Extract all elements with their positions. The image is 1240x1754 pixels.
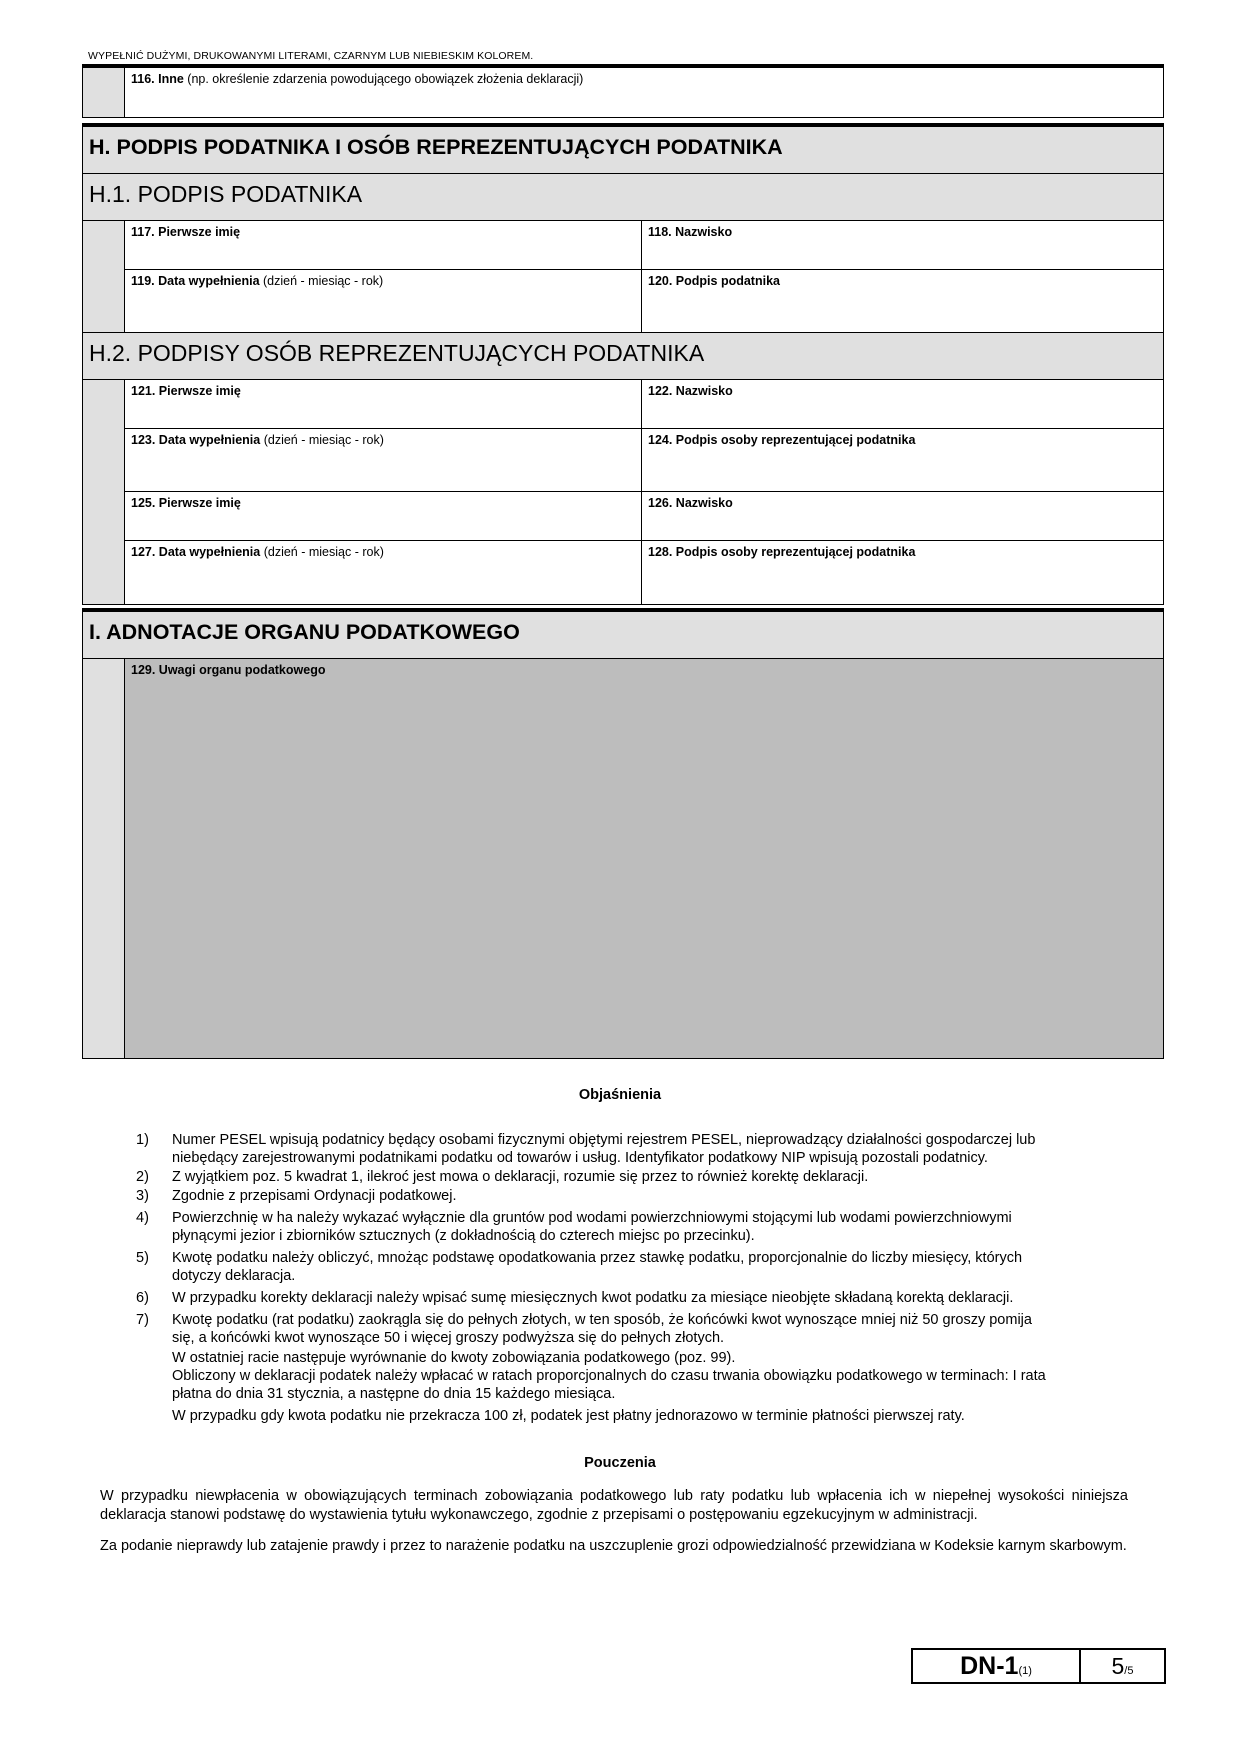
instructions-heading: Pouczenia <box>584 1455 656 1471</box>
field-127-hint: (dzień - miesiąc - rok) <box>260 545 384 559</box>
note-number: 4) <box>136 1210 149 1226</box>
field-126-surname[interactable] <box>641 491 1164 541</box>
note-text: Zgodnie z przepisami Ordynacji podatkowej. <box>172 1188 457 1204</box>
left-gray-margin <box>82 220 125 333</box>
field-119-label: 119. Data wypełnienia <box>131 274 260 288</box>
left-gray-margin <box>82 67 125 118</box>
note-text: Numer PESEL wpisują podatnicy będący osobami fizycznymi objętymi rejestrem PESEL, nieprowadzący działalności gospodarczej lub niebędący zarejestrowanymi podatnikami podatku od towarów i usług. Identyfikator podatkowy NIP wpisują pozostali podatnicy. <box>172 1132 1036 1166</box>
field-123-date[interactable] <box>124 428 642 492</box>
note-7-extra-1 <box>0 1349 1240 1367</box>
note-2 <box>0 1168 1240 1186</box>
section-h2-title: H.2. PODPISY OSÓB REPREZENTUJĄCYCH PODATNIKA <box>82 332 1164 380</box>
section-i-title: I. ADNOTACJE ORGANU PODATKOWEGO <box>82 611 1164 659</box>
field-125-label: 125. Pierwsze imię <box>131 496 241 510</box>
note-number: 7) <box>136 1312 149 1328</box>
note-number: 5) <box>136 1250 149 1266</box>
field-123-hint: (dzień - miesiąc - rok) <box>260 433 384 447</box>
field-118-label: 118. Nazwisko <box>648 225 733 239</box>
form-code <box>913 1650 1081 1682</box>
note-number: 3) <box>136 1188 149 1204</box>
instruction-paragraph-1: W przypadku niewpłacenia w obowiązujących terminach zobowiązania podatkowego lub raty podatku lub wpłacenia ich w niepełnej wysokości niniejsza deklaracja stanowi podstawę do wystawienia tytułu wykonawczego, zgodnie z przepisami o postępowaniu egzekucyjnym w administracji. <box>100 1488 1128 1523</box>
form-code-text: DN-1 <box>960 1652 1019 1680</box>
field-119-hint: (dzień - miesiąc - rok) <box>259 274 384 288</box>
note-number: 6) <box>136 1290 149 1306</box>
note-text: W przypadku korekty deklaracji należy wpisać sumę miesięcznych kwot podatku za miesiące nieobjęte składaną korektą deklaracji. <box>172 1290 1014 1306</box>
field-121-label: 121. Pierwsze imię <box>131 384 241 398</box>
explanations-heading: Objaśnienia <box>578 1087 662 1103</box>
field-128-label: 128. Podpis osoby reprezentującej podatnika <box>648 545 916 559</box>
field-118-surname[interactable] <box>641 220 1164 270</box>
field-116-label: 116. Inne <box>131 72 184 86</box>
field-127-date[interactable] <box>124 540 642 605</box>
note-text: Z wyjątkiem poz. 5 kwadrat 1, ilekroć jest mowa o deklaracji, rozumie się przez to również korektę deklaracji. <box>172 1169 869 1185</box>
note-5 <box>0 1249 1240 1285</box>
field-125-first-name[interactable] <box>124 491 642 541</box>
field-122-label: 122. Nazwisko <box>648 384 733 398</box>
left-gray-margin <box>82 658 125 1059</box>
field-117-first-name[interactable] <box>124 220 642 270</box>
section-h-title: H. PODPIS PODATNIKA I OSÓB REPREZENTUJĄCYCH PODATNIKA <box>82 126 1164 174</box>
fill-instruction: WYPEŁNIĆ DUŻYMI, DRUKOWANYMI LITERAMI, CZARNYM LUB NIEBIESKIM KOLOREM. <box>88 50 534 62</box>
note-1 <box>0 1131 1240 1167</box>
field-123-label: 123. Data wypełnienia <box>131 433 261 447</box>
note-7 <box>0 1311 1240 1347</box>
note-3 <box>0 1187 1240 1205</box>
field-126-label: 126. Nazwisko <box>648 496 733 510</box>
note-text: W przypadku gdy kwota podatku nie przekracza 100 zł, podatek jest płatny jednorazowo w terminie płatności pierwszej raty. <box>172 1408 965 1424</box>
left-gray-margin <box>82 379 125 605</box>
field-129-label: 129. Uwagi organu podatkowego <box>131 663 326 677</box>
page-total: /5 <box>1124 1665 1134 1677</box>
note-text: Obliczony w deklaracji podatek należy wpłacać w ratach proporcjonalnych do czasu trwania obowiązku podatkowego w terminach: I rata płatna do dnia 31 stycznia, a następne do dnia 15 każdego miesiąca. <box>172 1368 1046 1402</box>
field-120-signature[interactable] <box>641 269 1164 333</box>
note-4 <box>0 1209 1240 1245</box>
form-code-version: (1) <box>1018 1665 1032 1677</box>
field-127-label: 127. Data wypełnienia <box>131 545 261 559</box>
field-121-first-name[interactable] <box>124 379 642 429</box>
note-text: Kwotę podatku (rat podatku) zaokrągla się do pełnych złotych, w ten sposób, że końcówki kwot wynoszące mniej niż 50 groszy pomija się, a końcówki kwot wynoszące 50 i więcej groszy podwyższa się do pełnych złotych. <box>172 1312 1032 1346</box>
field-122-surname[interactable] <box>641 379 1164 429</box>
page-number <box>1081 1650 1164 1682</box>
field-116-other[interactable] <box>124 67 1164 118</box>
note-6 <box>0 1289 1240 1307</box>
field-124-label: 124. Podpis osoby reprezentującej podatnika <box>648 433 916 447</box>
instruction-paragraph-2: Za podanie nieprawdy lub zatajenie prawdy i przez to narażenie podatku na uszczuplenie grozi odpowiedzialność przewidziana w Kodeksie karnym skarbowym. <box>100 1538 1127 1554</box>
note-number: 2) <box>136 1169 149 1185</box>
note-text: W ostatniej racie następuje wyrównanie do kwoty zobowiązania podatkowego (poz. 99). <box>172 1350 736 1366</box>
form-footer <box>911 1648 1166 1684</box>
note-number: 1) <box>136 1132 149 1148</box>
note-7-extra-3 <box>0 1407 1240 1425</box>
field-124-representative-signature[interactable] <box>641 428 1164 492</box>
note-text: Kwotę podatku należy obliczyć, mnożąc podstawę opodatkowania przez stawkę podatku, proporcjonalnie do liczby miesięcy, których dotyczy deklaracja. <box>172 1250 1023 1284</box>
note-7-extra-2 <box>0 1367 1240 1403</box>
field-116-hint: (np. określenie zdarzenia powodującego obowiązek złożenia deklaracji) <box>183 72 584 86</box>
note-text: Powierzchnię w ha należy wykazać wyłącznie dla gruntów pod wodami powierzchniowymi stojącymi lub wodami powierzchniowymi płynącymi jezior i zbiorników sztucznych (z dokładnością do czterech miejsc po przecinku). <box>172 1210 1012 1244</box>
field-117-label: 117. Pierwsze imię <box>131 225 241 239</box>
field-120-label: 120. Podpis podatnika <box>648 274 780 288</box>
field-128-representative-signature[interactable] <box>641 540 1164 605</box>
section-h1-title: H.1. PODPIS PODATNIKA <box>82 173 1164 221</box>
field-129-tax-office-remarks <box>124 658 1164 1059</box>
page-current: 5 <box>1111 1653 1125 1679</box>
field-119-date[interactable] <box>124 269 642 333</box>
